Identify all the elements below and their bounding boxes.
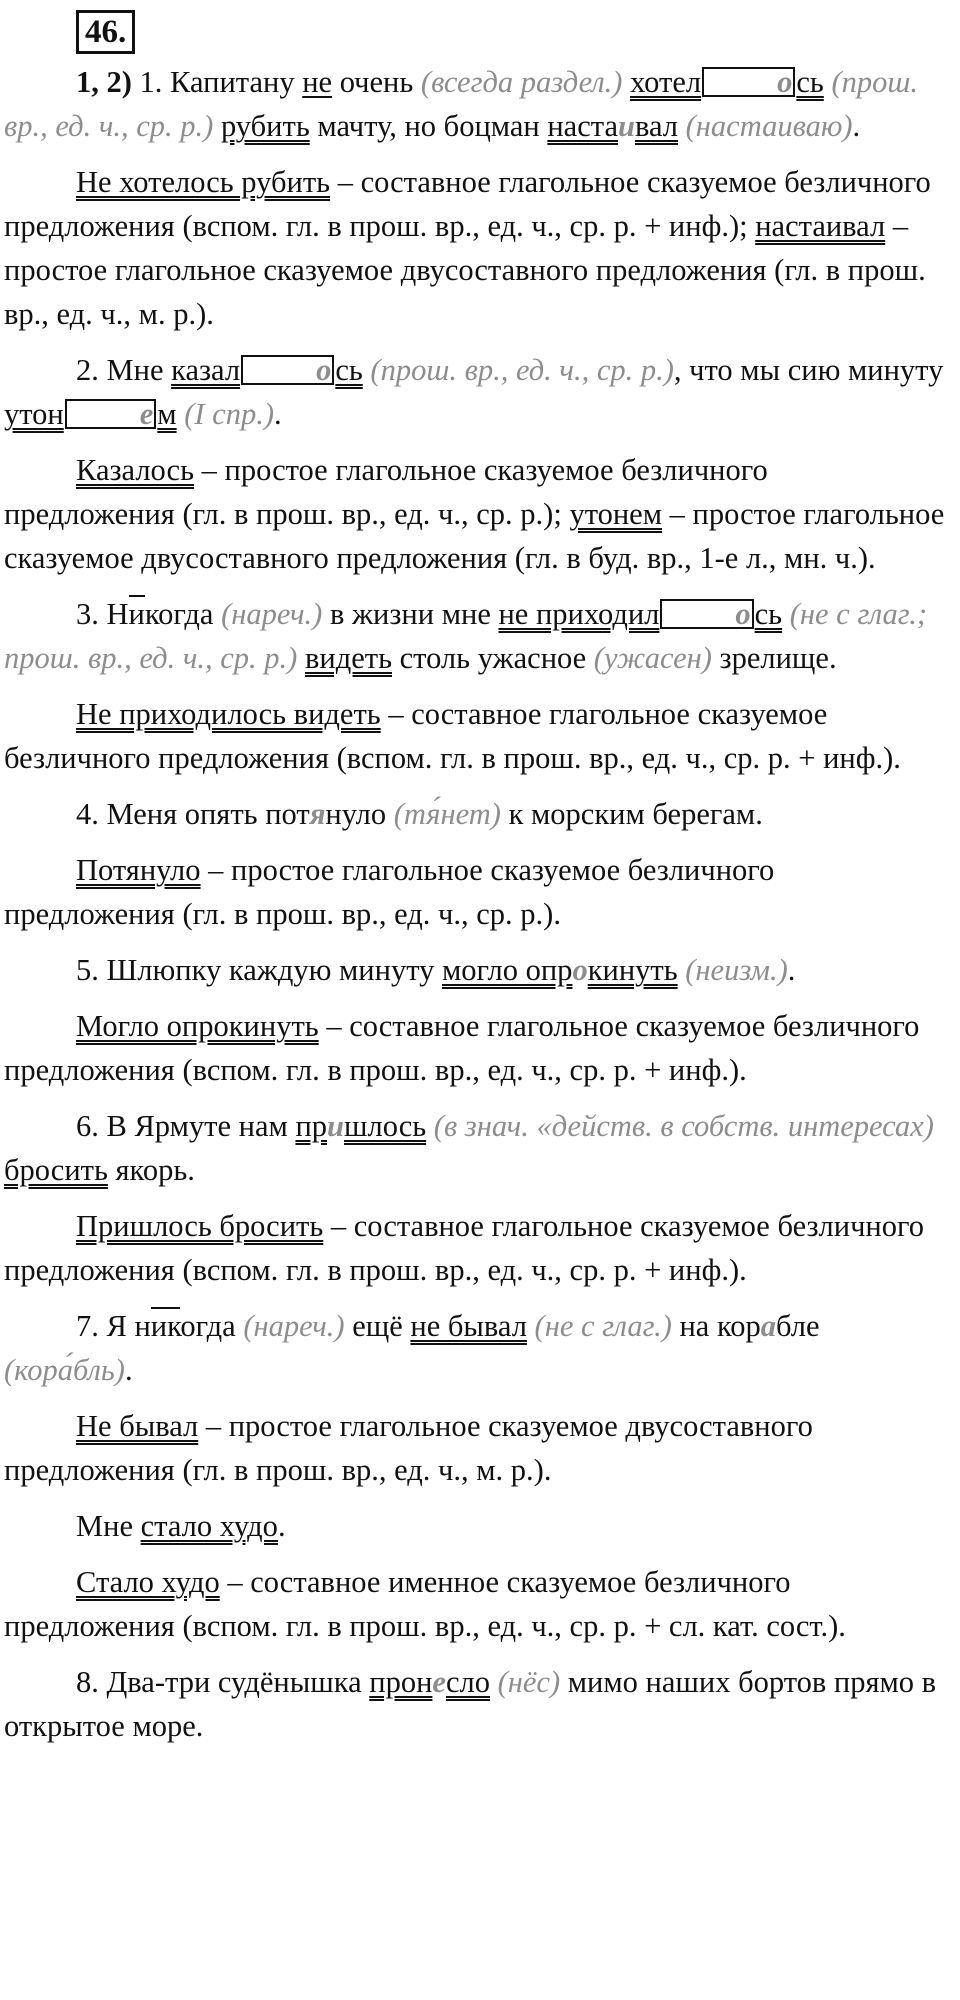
grammar-note: (прош. вр., ед. ч., ср. р.) [4, 65, 918, 143]
text-segment: бле [776, 1309, 820, 1343]
text-segment: , что мы сию минуту [673, 353, 944, 387]
text-segment: – простое глагольное сказуемое безличного предложения (гл. в прош. вр., ед. ч., ср. р.); [4, 453, 768, 531]
paragraph [4, 1104, 946, 1192]
text-segment: нуло [325, 797, 394, 831]
paragraph [4, 1204, 946, 1292]
predicate-underline: сло [445, 1665, 490, 1699]
predicate-underline: Могло опрокинуть [76, 1009, 319, 1043]
text-segment: . [277, 1509, 286, 1543]
paragraph [4, 160, 946, 336]
paragraph [4, 60, 946, 148]
paragraph [4, 348, 946, 436]
predicate-underline: Пришлось бросить [76, 1209, 324, 1243]
predicate-underline: сь [335, 353, 363, 387]
grammar-note: (прош. вр., ед. ч., ср. р.) [370, 353, 674, 387]
paragraph [4, 1304, 946, 1392]
grammar-note: (в знач. «действ. в собств. интересах) [433, 1109, 934, 1143]
text-segment: в жизни мне [322, 597, 499, 631]
text-segment [782, 597, 790, 631]
text-segment: – простое глагольное сказуемое безличного предложения (гл. в прош. вр., ед. ч., ср. р.). [4, 853, 775, 931]
text-segment: 5. Шлюпку каждую минуту [76, 953, 442, 987]
text-segment: 7. Я н [76, 1309, 151, 1343]
predicate-underline: Казалось [76, 453, 195, 487]
text-segment [527, 1309, 535, 1343]
text-segment [213, 109, 221, 143]
text-segment: зрелище. [711, 641, 837, 675]
paragraph [4, 1404, 946, 1492]
text-segment: очень [332, 65, 421, 99]
text-segment: на кор [671, 1309, 761, 1343]
particle-underline: не [302, 65, 333, 99]
paragraph [4, 692, 946, 780]
text-segment: . [852, 109, 861, 143]
text-segment: 8. Два-три судёнышка [76, 1665, 370, 1699]
vowel-mark: а [760, 1309, 776, 1343]
text-segment: – составное глагольное сказуемое безличного предложения (вспом. гл. в прош. вр., ед. ч., ср. р. + инф.); [4, 165, 931, 243]
predicate-underline: Не бывал [76, 1409, 199, 1443]
text-segment: – простое глагольное сказуемое двусоставного предложения (гл. в прош. вр., ед. ч., м. р.). [4, 209, 926, 331]
text-segment: – простое глагольное сказуемое двусоставного предложения (гл. в прош. вр., ед. ч., м. р.). [4, 1409, 813, 1487]
grammar-note: (нёс) [497, 1665, 561, 1699]
paragraph [4, 948, 946, 992]
paragraph [4, 1660, 946, 1748]
paragraph [4, 1004, 946, 1092]
predicate-underline: не бывал [410, 1309, 527, 1343]
text-segment: – составное глагольное сказуемое безличного предложения (вспом. гл. в прош. вр., ед. ч., ср. р. + инф.). [4, 1009, 920, 1087]
text-segment: столь ужасное [392, 641, 594, 675]
text-segment: Мне [76, 1509, 141, 1543]
text-segment: якорь. [107, 1153, 195, 1187]
predicate-underline: видеть [304, 641, 392, 675]
predicate-underline: утон [4, 397, 64, 431]
task-label: 1, 2) [76, 65, 132, 99]
text-segment: когда [144, 597, 222, 631]
predicate-underline: утонем [569, 497, 663, 531]
text-segment: мачту, но боцман [309, 109, 548, 143]
text-segment [297, 641, 305, 675]
ending-box: о [241, 355, 334, 385]
grammar-note: (настаиваю) [685, 109, 853, 143]
text-segment: – составное именное сказуемое безличного предложения (вспом. гл. в прош. вр., ед. ч., ср. р. + сл. кат. сост.). [4, 1565, 846, 1643]
grammar-note: (I спр.) [184, 397, 274, 431]
predicate-underline: наста [547, 109, 618, 143]
text-segment: . [124, 1353, 133, 1387]
vowel-mark: и [618, 109, 635, 143]
ending-box: е [65, 399, 157, 429]
grammar-note: (всегда раздел.) [420, 65, 623, 99]
predicate-underline: стало худо [140, 1509, 278, 1543]
predicate-underline: настаивал [755, 209, 886, 243]
predicate-underline: сь [796, 65, 824, 99]
predicate-underline: Не приходилось видеть [76, 697, 381, 731]
text-segment: мимо наших бортов прямо в открытое море. [4, 1665, 937, 1743]
grammar-note: (не с глаг.) [534, 1309, 672, 1343]
predicate-underline: бросить [4, 1153, 108, 1187]
predicate-underline: сь [754, 597, 783, 631]
text-segment [678, 109, 686, 143]
ending-box: о [702, 67, 795, 97]
grammar-note: (нареч.) [243, 1309, 345, 1343]
grammar-note: (неизм.) [685, 953, 788, 987]
predicate-underline: хотел [630, 65, 702, 99]
ending-box: о [660, 599, 753, 629]
text-segment [426, 1109, 434, 1143]
text-segment: ещё [344, 1309, 411, 1343]
vowel-mark: я [309, 797, 326, 831]
text-segment: к морским берегам. [500, 797, 763, 831]
predicate-underline: пр [295, 1109, 328, 1143]
text-segment [622, 65, 630, 99]
text-segment: 4. Меня опять пот [76, 797, 310, 831]
prefix-mark: ик [150, 1309, 181, 1343]
grammar-note: (тя́нет) [393, 797, 501, 831]
predicate-underline: не приходил [498, 597, 660, 631]
vowel-mark: е [432, 1665, 446, 1699]
predicate-underline: рубить [220, 109, 310, 143]
text-segment: – составное глагольное сказуемое безличного предложения (вспом. гл. в прош. вр., ед. ч., ср. р. + инф.). [4, 1209, 924, 1287]
paragraph [4, 1560, 946, 1648]
prefix-mark: и [128, 597, 145, 631]
paragraph [4, 592, 946, 680]
predicate-underline: Потянуло [76, 853, 201, 887]
paragraph [4, 1504, 946, 1548]
text-segment: 6. В Ярмуте нам [76, 1109, 296, 1143]
grammar-note: (нареч.) [221, 597, 323, 631]
predicate-underline: кинуть [587, 953, 678, 987]
text-segment: – простое глагольное сказуемое двусоставного предложения (гл. в буд. вр., 1-е л., мн. ч.). [4, 497, 945, 575]
grammar-note: (не с глаг.; прош. вр., ед. ч., ср. р.) [4, 597, 928, 675]
text-segment: огда [180, 1309, 244, 1343]
text-segment: 1. Капитану [139, 65, 303, 99]
paragraph [4, 448, 946, 580]
text-segment: – составное глагольное сказуемое безличного предложения (вспом. гл. в прош. вр., ед. ч., ср. р. + инф.). [4, 697, 901, 775]
predicate-underline: казал [171, 353, 241, 387]
paragraph [4, 848, 946, 936]
predicate-underline: Не хотелось рубить [76, 165, 331, 199]
vowel-mark: и [327, 1109, 344, 1143]
predicate-underline: Стало худо [76, 1565, 220, 1599]
grammar-note: (кора́бль) [4, 1353, 125, 1387]
predicate-underline: вал [634, 109, 678, 143]
predicate-underline: м [157, 397, 177, 431]
text-segment: . [274, 397, 282, 431]
text-segment: 3. Н [76, 597, 129, 631]
text-segment: . [787, 953, 796, 987]
exercise-number: 46. [76, 10, 135, 54]
grammar-note: (ужасен) [593, 641, 712, 675]
vowel-mark: о [572, 953, 588, 987]
exercise-body [4, 60, 946, 1748]
predicate-underline: могло опр [442, 953, 573, 987]
paragraph [4, 792, 946, 836]
predicate-underline: шлось [343, 1109, 427, 1143]
predicate-underline: прон [369, 1665, 433, 1699]
text-segment [490, 1665, 498, 1699]
text-segment: 2. Мне [76, 353, 172, 387]
